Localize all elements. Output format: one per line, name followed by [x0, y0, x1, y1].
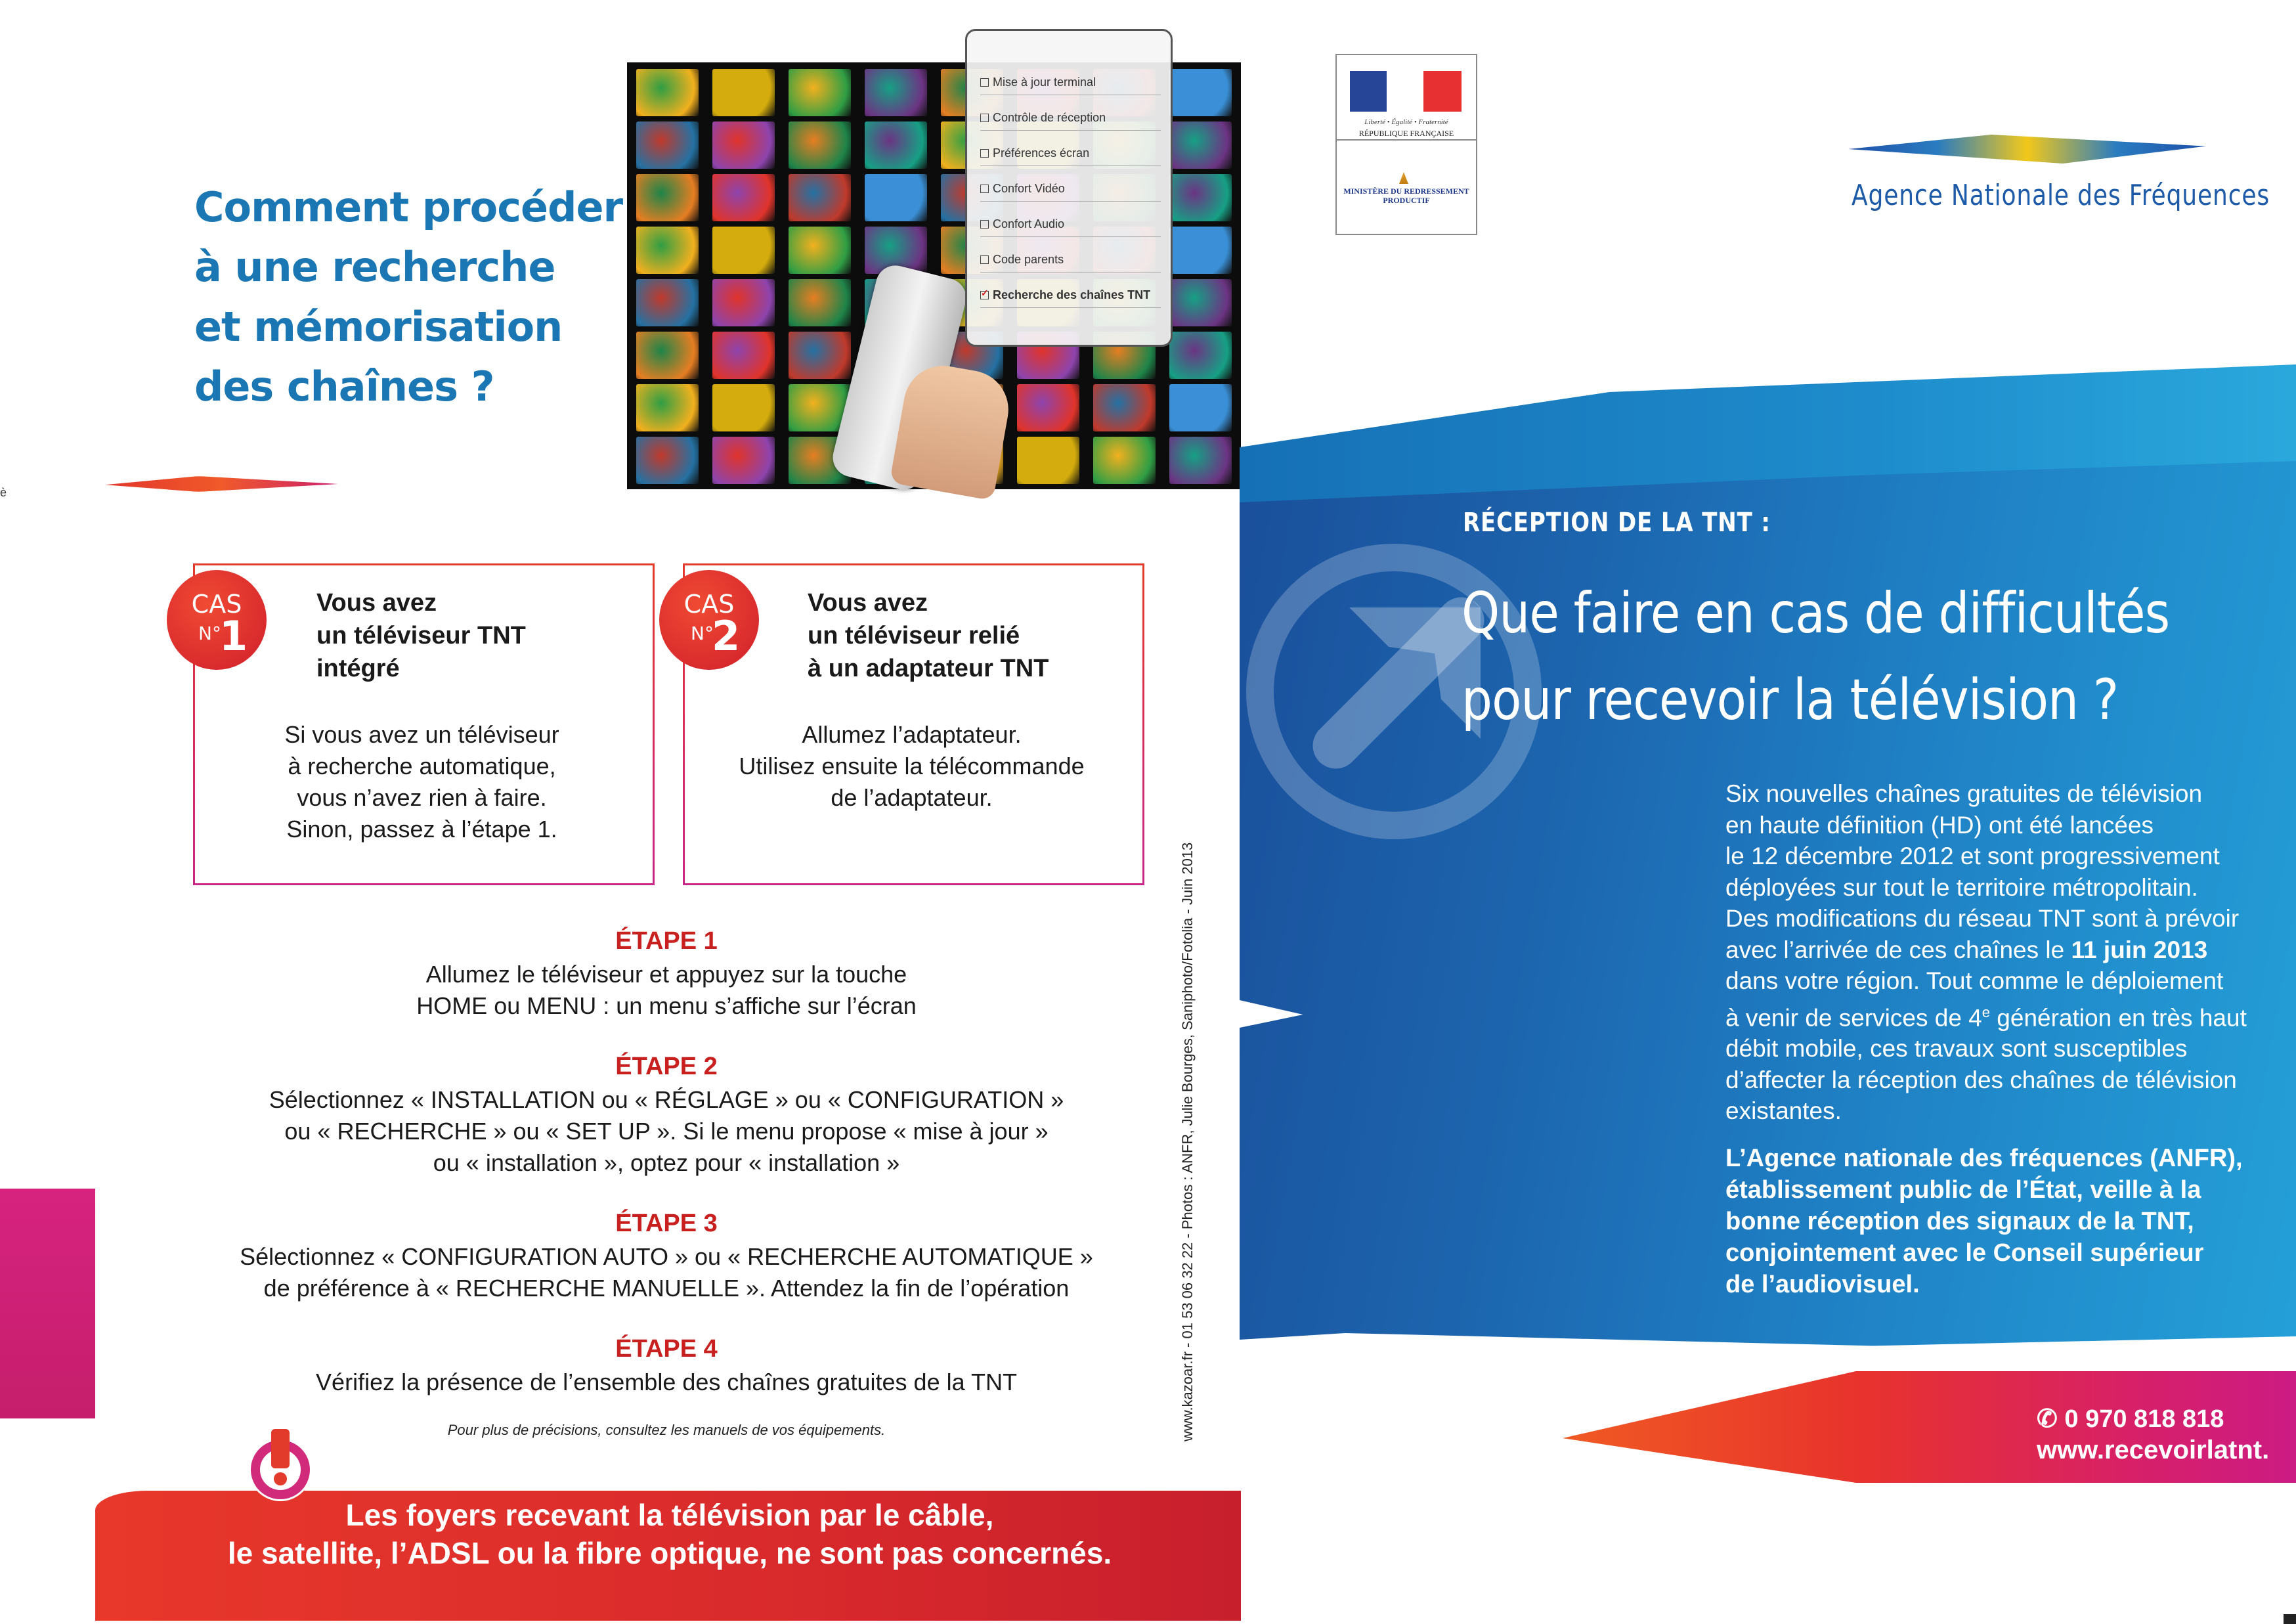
anfr-logo-swoosh [1848, 135, 2206, 164]
cas2-text: Allumez l’adaptateur. Utilisez ensuite la télécommande de l’adaptateur. [739, 721, 1085, 811]
cas1-text: Si vous avez un téléviseur à recherche automatique, vous n’avez rien à faire. Sinon, passez à l’étape 1. [284, 721, 559, 843]
menu-item: Code parents [980, 253, 1161, 273]
tv-screen-tile [1169, 121, 1232, 169]
menu-item: Confort Vidéo [980, 182, 1161, 202]
tv-screen-tile [789, 332, 851, 379]
tv-screen-tile [636, 121, 699, 169]
title-swoosh [105, 476, 338, 492]
tv-screen-tile [636, 227, 699, 274]
tv-screen-tile [865, 174, 927, 221]
tv-screen-tile [1017, 437, 1079, 484]
step4-text: Vérifiez la présence de l’ensemble des chaînes gratuites de la TNT [316, 1369, 1017, 1395]
tv-screen-tile [789, 227, 851, 274]
edge-mark: è [0, 486, 7, 499]
bottom-banner-text: Les foyers recevant la télévision par le câble, le satellite, l’ADSL ou la fibre optique, ne sont pas concernés. [227, 1498, 1112, 1570]
anfr-paragraph: L’Agence nationale des fréquences (ANFR), établissement public de l’État, veille à la bonne réception des signaux de la TNT, conjointement avec le Conseil supérieur de l’audiovisuel. [1725, 1145, 2243, 1298]
logo-divider [1337, 139, 1476, 141]
checkbox-icon [980, 149, 989, 158]
checkbox-icon [980, 220, 989, 229]
tv-screen-tile [1169, 384, 1232, 431]
tv-screen-tile [712, 437, 775, 484]
ministry-name: MINISTÈRE DU REDRESSEMENT PRODUCTIF [1343, 187, 1469, 205]
cas2-heading: Vous avez un téléviseur relié à un adaptateur TNT [808, 589, 1049, 682]
tv-screen-tile [712, 121, 775, 169]
tv-screen-tile [865, 121, 927, 169]
tv-screen-tile [1093, 437, 1156, 484]
tv-screen-tile [636, 174, 699, 221]
step1-title: ÉTAPE 1 [615, 927, 718, 955]
title-line: Comment procéder [194, 183, 623, 231]
page-title [194, 177, 623, 416]
republique-francaise-logo [1335, 54, 1477, 235]
tv-screen-tile [789, 279, 851, 326]
step3-title: ÉTAPE 3 [615, 1210, 718, 1237]
tv-screen-tile [1169, 437, 1232, 484]
tv-screen-tile [1169, 332, 1232, 379]
rf-name: RÉPUBLIQUE FRANÇAISE [1358, 129, 1454, 138]
tv-screen-tile [636, 332, 699, 379]
anfr-name: Agence Nationale des Fréquences [1852, 179, 2270, 212]
fold-mark [2284, 1614, 2296, 1624]
ministry-emblem-icon [1399, 172, 1408, 184]
manual-note: Pour plus de précisions, consultez les manuels de vos équipements. [447, 1422, 886, 1438]
menu-item: Mise à jour terminal [980, 76, 1161, 95]
tv-screen-tile [1169, 279, 1232, 326]
menu-item: Confort Audio [980, 217, 1161, 237]
tv-screen-tile [1093, 384, 1156, 431]
tv-screen-tile [636, 384, 699, 431]
tv-screen-tile [789, 69, 851, 116]
tv-screen-tile [636, 69, 699, 116]
credits: www.kazoar.fr - 01 53 06 32 22 - Photos : ANFR, Julie Bourges, Saniphoto/Fotolia - Juin 2013 [1179, 842, 1196, 1441]
headline: Que faire en cas de difficultés pour recevoir la télévision ? [1462, 581, 2170, 733]
tv-screen-tile [1169, 174, 1232, 221]
tv-screen-tile [1169, 69, 1232, 116]
reception-label: RÉCEPTION DE LA TNT : [1463, 508, 1771, 538]
phone-number: ✆ 0 970 818 818 [2037, 1405, 2224, 1433]
step4-title: ÉTAPE 4 [615, 1335, 718, 1363]
title-line: et mémorisation [194, 303, 563, 351]
step2-text: Sélectionnez « INSTALLATION ou « RÉGLAGE » ou « CONFIGURATION » ou « RECHERCHE » ou « SET UP ». Si le menu propose « mise à jour » ou « installation », optez pour « installation » [269, 1086, 1064, 1176]
tv-screen-tile [712, 332, 775, 379]
tv-menu-screenshot [965, 29, 1173, 347]
cas2-badge: CAS N° 2 [659, 570, 759, 670]
title-line: à une recherche [194, 243, 555, 291]
checkbox-icon [980, 78, 989, 87]
checkbox-icon [980, 185, 989, 193]
step2-title: ÉTAPE 2 [615, 1053, 718, 1080]
tv-screen-tile [712, 69, 775, 116]
cas1-badge: CAS N° 1 [167, 570, 267, 670]
checked-checkbox-icon [980, 291, 989, 299]
menu-item: Contrôle de réception [980, 111, 1161, 131]
tv-screen-tile [865, 69, 927, 116]
title-line: des chaînes ? [194, 362, 494, 410]
website-link[interactable]: www.recevoirlatnt. [2037, 1436, 2270, 1464]
cas1-heading: Vous avez un téléviseur TNT intégré [316, 589, 526, 682]
step1-text: Allumez le téléviseur et appuyez sur la touche HOME ou MENU : un menu s’affiche sur l’écran [416, 961, 917, 1019]
tv-screen-tile [1017, 384, 1079, 431]
menu-item: Préférences écran [980, 146, 1161, 166]
checkbox-icon [980, 255, 989, 264]
menu-item-selected: ✓Recherche des chaînes TNT [980, 288, 1161, 308]
tv-screen-tile [712, 384, 775, 431]
tv-screen-tile [1169, 227, 1232, 274]
pink-edge-block [0, 1189, 95, 1418]
tv-screen-tile [789, 174, 851, 221]
step3-text: Sélectionnez « CONFIGURATION AUTO » ou « RECHERCHE AUTOMATIQUE » de préférence à « RECHERCHE MANUELLE ». Attendez la fin de l’opération [240, 1243, 1093, 1302]
tv-screen-tile [712, 174, 775, 221]
checkbox-icon [980, 114, 989, 122]
rf-motto: Liberté • Égalité • Fraternité [1364, 118, 1448, 126]
marianne-flag-icon [1350, 71, 1462, 112]
tv-screen-tile [712, 227, 775, 274]
tv-screen-tile [789, 121, 851, 169]
tv-screen-tile [712, 279, 775, 326]
tv-screen-tile [636, 437, 699, 484]
body-text: Six nouvelles chaînes gratuites de télévision en haute définition (HD) ont été lancées le 12 décembre 2012 et sont progressivement déployées sur tout le territoire métropolitain. Des modifications du réseau TNT sont à prévoir avec l’arrivée de ces chaînes le 11 juin 2013 dans votre région. Tout comme le déploiement à venir de services de 4e génération en très haut débit mobile, ces travaux sont susceptibles d’affecter la réception des chaînes de télévision existantes. [1725, 780, 2247, 1125]
tv-screen-tile [636, 279, 699, 326]
